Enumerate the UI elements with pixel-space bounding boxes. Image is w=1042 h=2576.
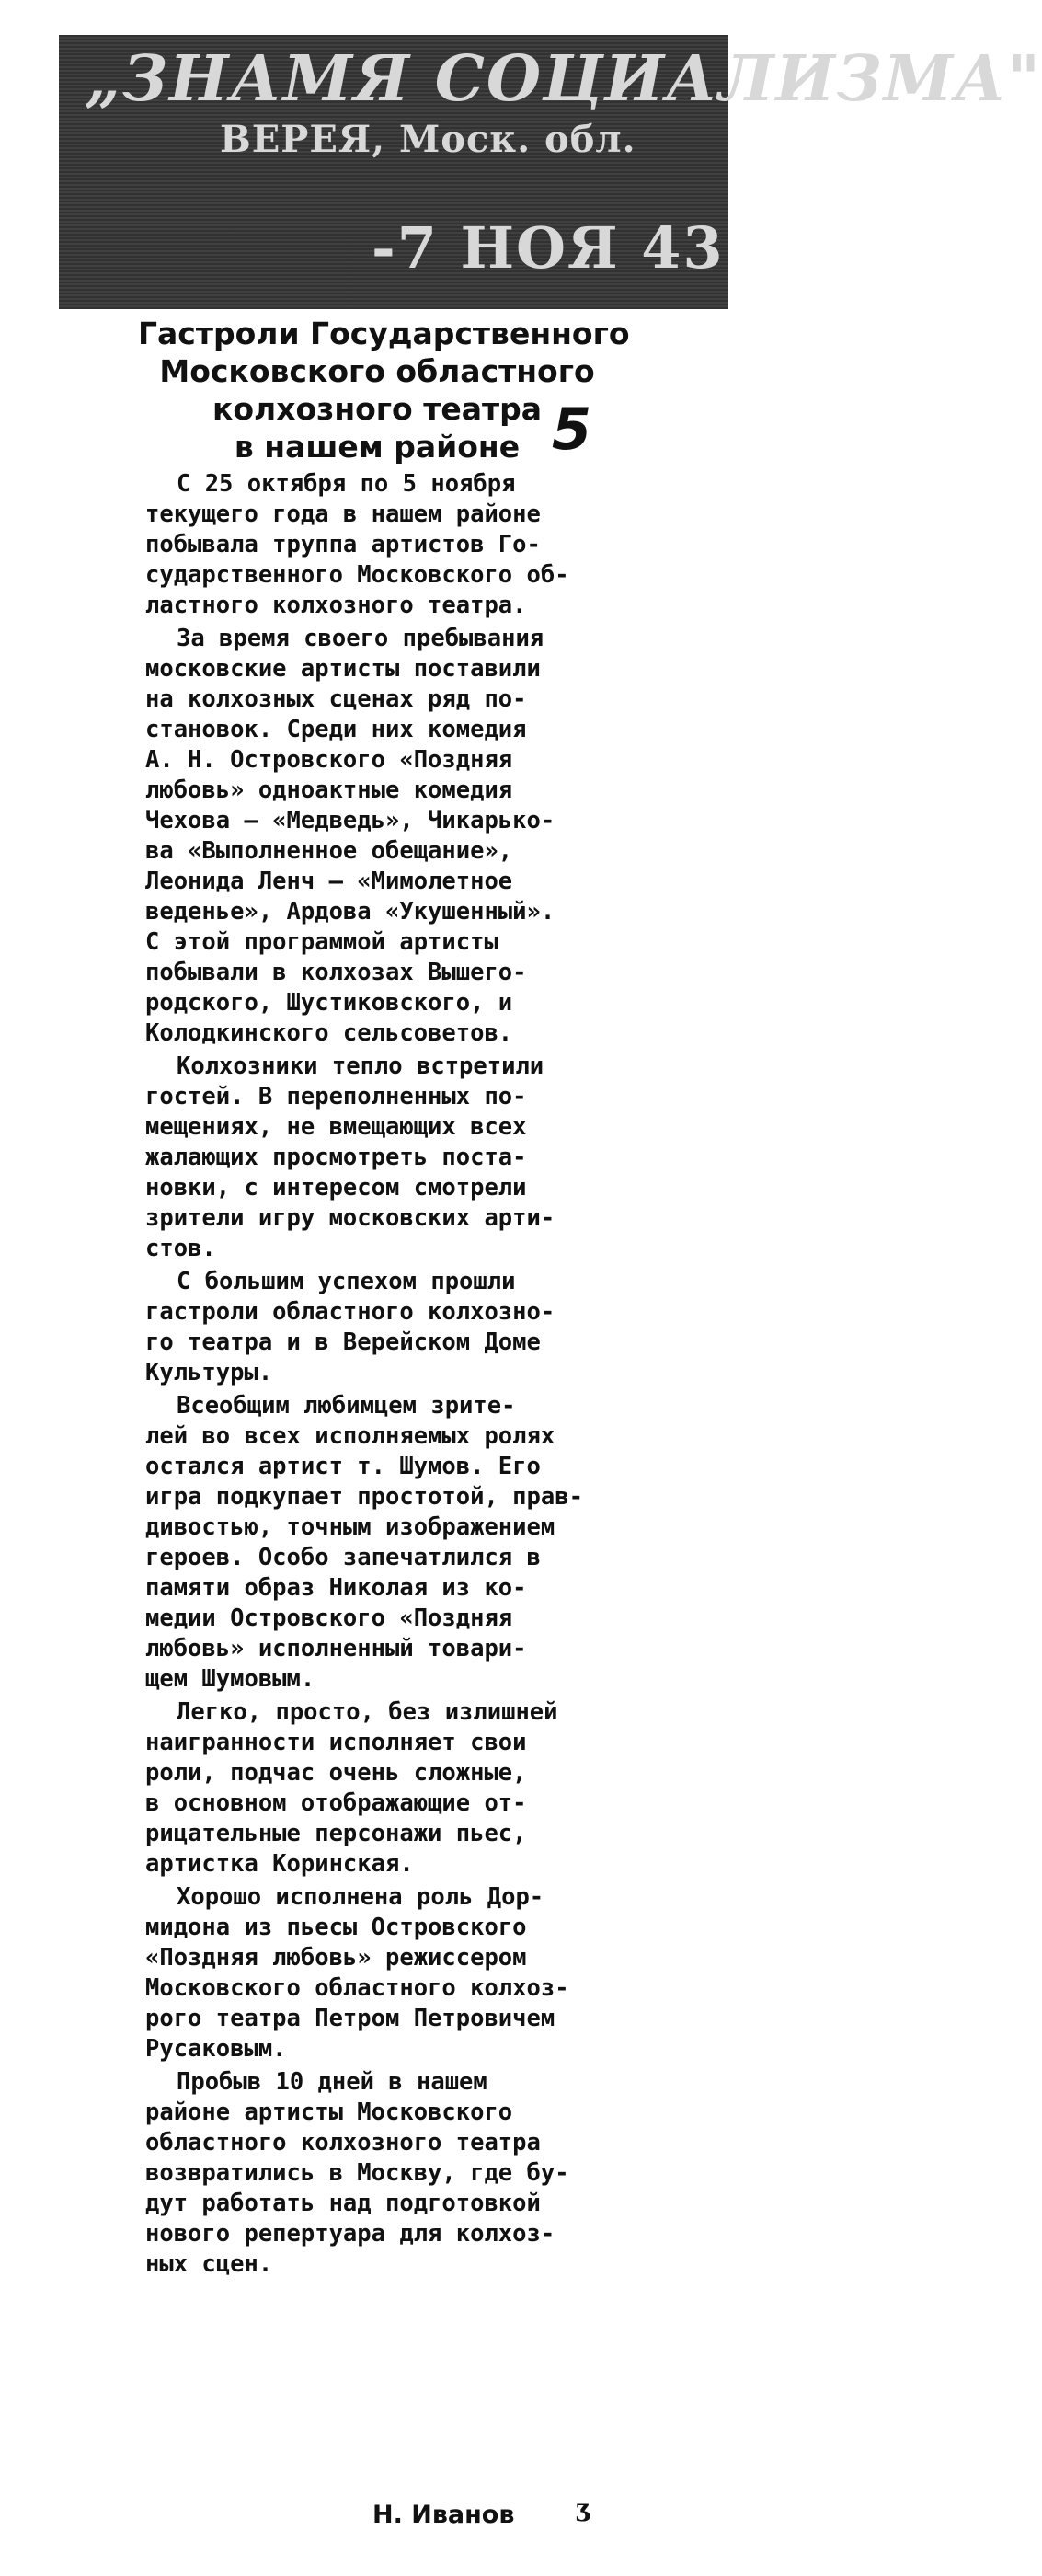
- paragraph-line: ных сцен.: [145, 2250, 273, 2278]
- paragraph-line: любовь» исполненный товари-: [145, 1635, 527, 1662]
- paragraph-line: жалающих просмотреть поста-: [145, 1144, 527, 1171]
- paragraph-line: медии Островского «Поздняя: [145, 1604, 513, 1632]
- paragraph-line: игра подкупает простотой, прав-: [145, 1483, 583, 1511]
- article-paragraph: [145, 1882, 591, 2064]
- paragraph-line: становок. Среди них комедия: [145, 716, 527, 743]
- paragraph-line: мещениях, не вмещающих всех: [145, 1113, 527, 1141]
- paragraph-line: Чехова — «Медведь», Чикарько-: [145, 807, 555, 834]
- paragraph-line: гостей. В переполненных по-: [145, 1083, 527, 1110]
- article-paragraph: [145, 1391, 591, 1695]
- paragraph-line: Колхозники тепло встретили: [177, 1052, 544, 1080]
- ink-fleck: ʒ: [576, 2495, 590, 2523]
- paragraph-line: артистка Коринская.: [145, 1850, 414, 1878]
- article-paragraph: [145, 1697, 591, 1880]
- paragraph-line: Культуры.: [145, 1359, 273, 1386]
- paragraph-line: го театра и в Верейском Доме: [145, 1328, 541, 1356]
- paragraph-line: ластного колхозного театра.: [145, 592, 527, 619]
- paragraph-line: Московского областного колхоз-: [145, 1974, 569, 2002]
- paragraph-line: С большим успехом прошли: [177, 1268, 516, 1295]
- article-paragraph: [145, 1267, 591, 1388]
- paragraph-line: районе артисты Московского: [145, 2099, 513, 2126]
- paragraph-line: зрители игру московских арти-: [145, 1204, 555, 1232]
- newspaper-place: ВЕРЕЯ, Моск. обл.: [220, 118, 636, 161]
- paragraph-line: Легко, просто, без излишней: [177, 1698, 558, 1726]
- paragraph-line: нового репертуара для колхоз-: [145, 2220, 555, 2248]
- paragraph-line: За время своего пребывания: [177, 625, 544, 652]
- article-paragraph: [145, 1052, 591, 1264]
- paragraph-line: наигранности исполняет свои: [145, 1729, 527, 1756]
- paragraph-line: московские артисты поставили: [145, 655, 541, 683]
- paragraph-line: Хорошо исполнена роль Дор-: [177, 1883, 544, 1911]
- article-paragraph: [145, 624, 591, 1049]
- paragraph-line: побывала труппа артистов Го-: [145, 531, 541, 558]
- paragraph-line: остался артист т. Шумов. Его: [145, 1453, 541, 1480]
- paragraph-line: на колхозных сценах ряд по-: [145, 685, 527, 713]
- paragraph-line: рого театра Петром Петровичем: [145, 2005, 555, 2032]
- paragraph-line: гастроли областного колхозно-: [145, 1298, 555, 1326]
- paragraph-line: Пробыв 10 дней в нашем: [177, 2068, 487, 2096]
- paragraph-line: областного колхозного театра: [145, 2129, 541, 2156]
- stamp-date: -7 НОЯ 43: [372, 214, 725, 282]
- paragraph-line: дивостью, точным изображением: [145, 1513, 555, 1541]
- paragraph-line: А. Н. Островского «Поздняя: [145, 746, 513, 774]
- article-body: [145, 469, 591, 2283]
- paragraph-line: Всеобщим любимцем зрите-: [177, 1392, 516, 1420]
- paragraph-line: С этой программой артисты: [145, 928, 498, 956]
- paragraph-line: дут работать над подготовкой: [145, 2190, 541, 2217]
- paragraph-line: «Поздняя любовь» режиссером: [145, 1944, 527, 1972]
- headline-line: Гастроли Государственного: [138, 316, 630, 351]
- paragraph-line: в основном отображающие от-: [145, 1789, 527, 1817]
- paragraph-line: возвратились в Москву, где бу-: [145, 2159, 569, 2187]
- paragraph-line: текущего года в нашем районе: [145, 500, 541, 528]
- headline-line: Московского областного: [159, 353, 595, 389]
- article-paragraph: [145, 2067, 591, 2280]
- article-signature: Н. Иванов: [372, 2501, 515, 2529]
- article-paragraph: [145, 469, 591, 621]
- paragraph-line: мидона из пьесы Островского: [145, 1914, 527, 1941]
- article-headline: [138, 315, 630, 466]
- paragraph-line: роли, подчас очень сложные,: [145, 1759, 527, 1787]
- paragraph-line: лей во всех исполняемых ролях: [145, 1422, 555, 1450]
- paragraph-line: памяти образ Николая из ко-: [145, 1574, 527, 1602]
- paragraph-line: героев. Особо запечатлился в: [145, 1544, 541, 1571]
- paragraph-line: ва «Выполненное обещание»,: [145, 837, 513, 865]
- headline-line: колхозного театра: [212, 391, 543, 427]
- paragraph-line: сударственного Московского об-: [145, 561, 569, 589]
- paragraph-line: любовь» одноактные комедия: [145, 776, 513, 804]
- newspaper-name: „ЗНАМЯ СОЦИАЛИЗМА": [85, 42, 1042, 116]
- paragraph-line: рицательные персонажи пьес,: [145, 1820, 527, 1847]
- paragraph-line: Колодкинского сельсоветов.: [145, 1019, 513, 1047]
- newspaper-stamp: [59, 35, 1042, 309]
- paragraph-line: новки, с интересом смотрели: [145, 1174, 527, 1202]
- paragraph-line: родского, Шустиковского, и: [145, 989, 513, 1017]
- paragraph-line: Леонида Ленч — «Мимолетное: [145, 868, 513, 895]
- paragraph-line: стов.: [145, 1235, 216, 1262]
- headline-line: в нашем районе: [234, 429, 521, 465]
- paragraph-line: Русаковым.: [145, 2035, 287, 2063]
- paragraph-line: побывали в колхозах Вышего-: [145, 959, 527, 986]
- paragraph-line: щем Шумовым.: [145, 1665, 315, 1693]
- paragraph-line: веденье», Ардова «Укушенный».: [145, 898, 555, 926]
- handwritten-mark: 5: [552, 396, 592, 463]
- paragraph-line: С 25 октября по 5 ноября: [177, 470, 516, 498]
